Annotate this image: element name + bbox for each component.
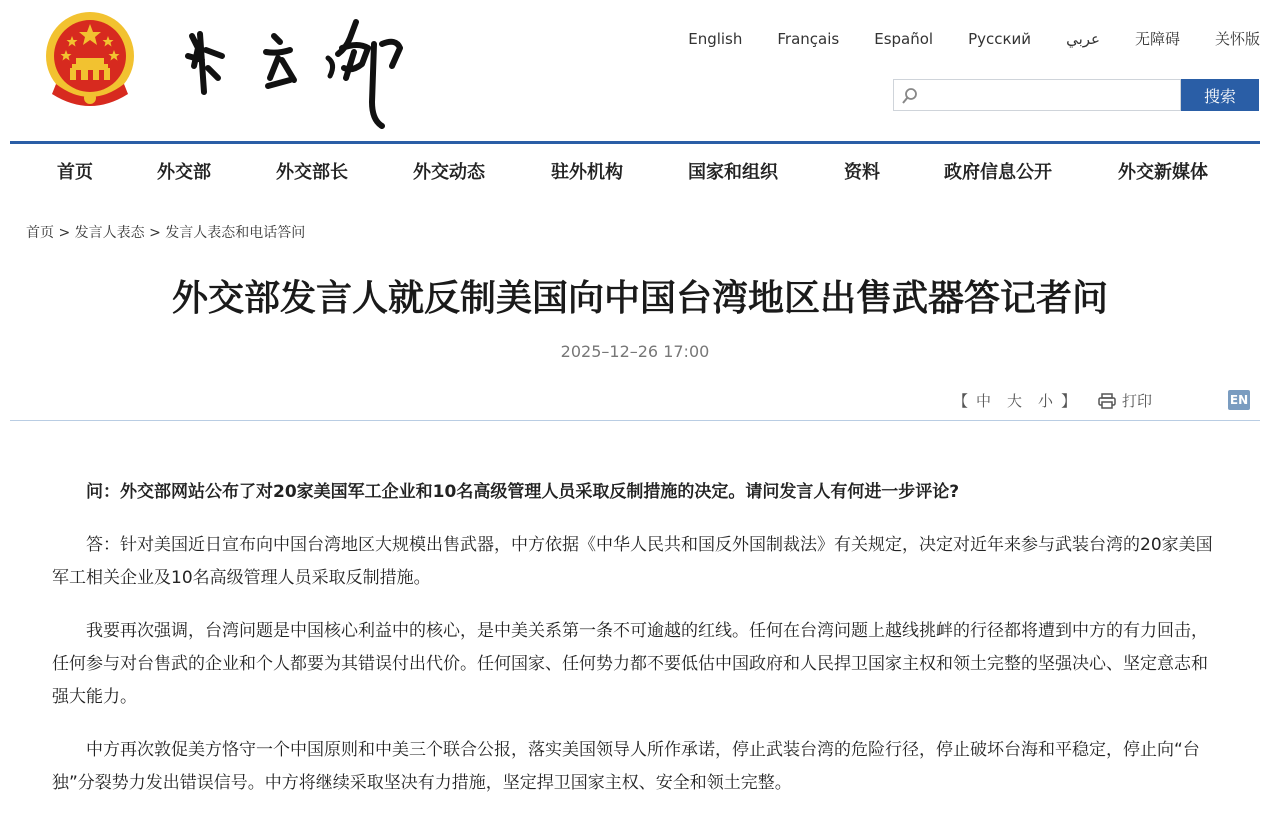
search-icon xyxy=(901,87,919,105)
search-button[interactable]: 搜索 xyxy=(1181,79,1259,111)
breadcrumb-current[interactable]: 发言人表态和电话答问 xyxy=(165,225,306,241)
search-bar xyxy=(893,79,1259,111)
search-box xyxy=(893,79,1181,111)
font-size-control xyxy=(953,390,1076,411)
nav-item-home[interactable]: 首页 xyxy=(57,162,93,183)
font-size-bracket-open: 【 xyxy=(953,392,969,410)
font-size-large-button[interactable]: 中 xyxy=(976,392,992,410)
nav-item-missions-abroad[interactable]: 驻外机构 xyxy=(551,162,623,183)
breadcrumb-separator: > xyxy=(149,225,161,241)
nav-item-gov-info[interactable]: 政府信息公开 xyxy=(944,162,1052,183)
main-nav xyxy=(10,146,1260,194)
language-switcher xyxy=(688,28,1260,49)
ministry-calligraphy-logo[interactable] xyxy=(178,8,418,130)
breadcrumb-separator: > xyxy=(58,225,71,241)
search-input[interactable] xyxy=(894,80,1180,110)
lang-arabic-link[interactable]: عربي xyxy=(1066,29,1100,48)
nav-item-new-media[interactable]: 外交新媒体 xyxy=(1118,162,1208,183)
breadcrumb-home[interactable]: 首页 xyxy=(26,225,54,241)
breadcrumb-spokesperson[interactable]: 发言人表态 xyxy=(74,225,145,241)
print-label: 打印 xyxy=(1122,392,1153,410)
nav-top-border xyxy=(10,141,1260,144)
nav-item-diplomatic-news[interactable]: 外交动态 xyxy=(413,162,485,183)
nav-item-minister[interactable]: 外交部长 xyxy=(276,162,348,183)
english-version-button[interactable]: EN xyxy=(1228,390,1250,410)
elderly-care-link[interactable]: 关怀版 xyxy=(1214,30,1260,48)
lang-english-link[interactable]: English xyxy=(688,29,743,48)
printer-icon xyxy=(1098,393,1116,409)
font-size-small-button[interactable]: 小 xyxy=(1038,392,1054,410)
national-emblem-icon[interactable] xyxy=(42,6,138,110)
article-paragraph: 我要再次强调，台湾问题是中国核心利益中的核心，是中美关系第一条不可逾越的红线。任何在台湾问题上越线挑衅的行径都将遭到中方的有力回击，任何参与对台售武的企业和个人都要为其错误付出代价。任何国家、任何势力都不要低估中国政府和人民捍卫国家主权和领土完整的坚强决心、坚定意志和强大能力。 xyxy=(52,621,1208,707)
lang-french-link[interactable]: Français xyxy=(777,29,840,48)
font-size-bracket-close: 】 xyxy=(1061,392,1077,410)
nav-item-countries-organizations[interactable]: 国家和组织 xyxy=(688,162,778,183)
accessibility-link[interactable]: 无障碍 xyxy=(1134,30,1180,48)
article-tools xyxy=(0,390,1280,412)
article-divider xyxy=(10,420,1260,421)
nav-item-resources[interactable]: 资料 xyxy=(844,162,880,183)
article-question: 问：外交部网站公布了对20家美国军工企业和10名高级管理人员采取反制措施的决定。请问发言人有何进一步评论? xyxy=(86,482,960,502)
site-header xyxy=(0,0,1280,142)
article-paragraph: 答：针对美国近日宣布向中国台湾地区大规模出售武器，中方依据《中华人民共和国反外国制裁法》有关规定，决定对近年来参与武装台湾的20家美国军工相关企业及10名高级管理人员采取反制措施。 xyxy=(52,535,1213,588)
article-paragraph: 中方再次敦促美方恪守一个中国原则和中美三个联合公报，落实美国领导人所作承诺，停止武装台湾的危险行径，停止破坏台海和平稳定，停止向“台独”分裂势力发出错误信号。中方将继续采取坚决有力措施，坚定捍卫国家主权、安全和领土完整。 xyxy=(52,740,1200,793)
lang-spanish-link[interactable]: Español xyxy=(874,29,934,48)
print-button[interactable] xyxy=(1098,390,1152,411)
breadcrumb xyxy=(26,222,305,242)
font-size-medium-button[interactable]: 大 xyxy=(1007,392,1023,410)
article-date: 2025–12–26 17:00 xyxy=(560,342,710,361)
article-title: 外交部发言人就反制美国向中国台湾地区出售武器答记者问 xyxy=(171,278,1108,319)
nav-item-ministry[interactable]: 外交部 xyxy=(157,162,211,183)
lang-russian-link[interactable]: Русский xyxy=(968,29,1032,48)
article-body xyxy=(52,476,1220,820)
